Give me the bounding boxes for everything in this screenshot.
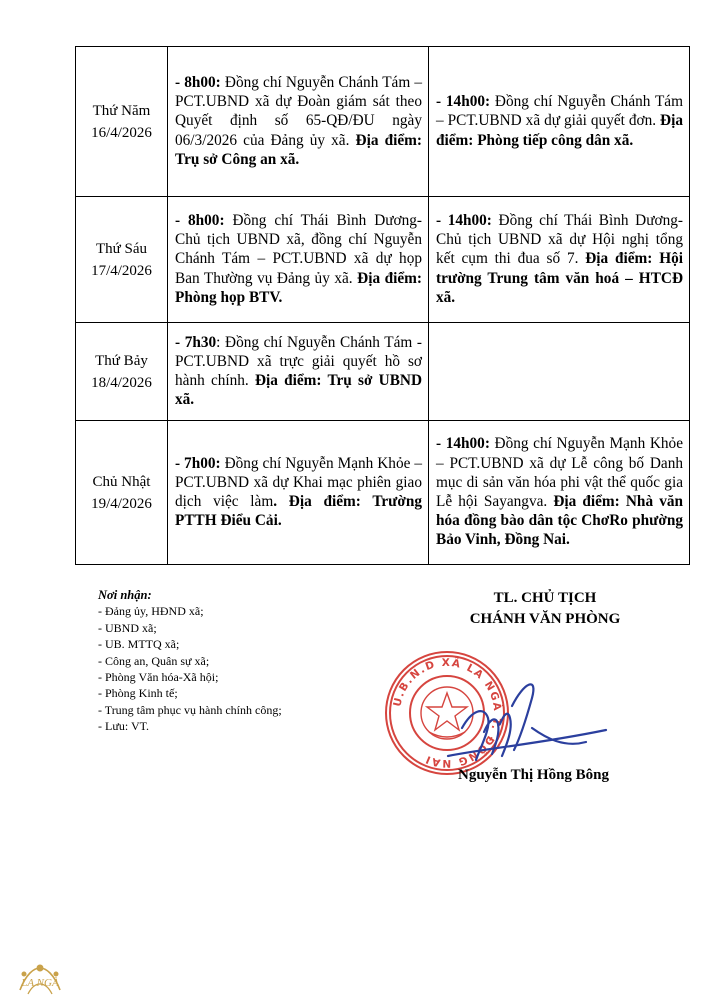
recipient-item: - Trung tâm phục vụ hành chính công;: [98, 702, 282, 717]
schedule-row: [76, 421, 690, 565]
recipient-item: - UB. MTTQ xã;: [98, 637, 180, 652]
event-emphasis: . Địa điểm: Trường PTTH Điểu Cải.: [175, 493, 422, 530]
day-name: Thứ Năm: [92, 102, 151, 119]
morning-cell: [168, 47, 429, 197]
event-text: Đồng chí Nguyễn Mạnh Khỏe – PCT.UBND xã dự Lễ công bố Danh mục di sản văn hóa phi vật thể quốc gia Lễ hội Sayangva.: [436, 435, 683, 510]
recipient-item: - UBND xã;: [98, 620, 157, 635]
event-emphasis: - 8h00:: [175, 211, 225, 229]
day-name: Thứ Bảy: [95, 352, 148, 369]
recipient-item: - Công an, Quân sự xã;: [98, 653, 210, 668]
svg-text:U.B.N.D XÃ LA NGÀ T. ĐỒNG NAI: U.B.N.D XÃ LA NGÀ T. ĐỒNG NAI: [391, 656, 504, 770]
event-emphasis: Địa điểm: Trụ sở UBND xã.: [175, 372, 422, 409]
day-date: 17/4/2026: [91, 262, 152, 279]
day-date: 18/4/2026: [91, 374, 152, 391]
recipients-block: [98, 587, 282, 735]
day-cell: [76, 421, 168, 565]
recipients-title: Nơi nhận:: [98, 588, 152, 602]
morning-cell: [168, 323, 429, 421]
recipient-item: - Phòng Văn hóa-Xã hội;: [98, 670, 219, 685]
event-emphasis: Địa điểm: Phòng họp BTV.: [175, 269, 423, 306]
event-emphasis: - 14h00:: [436, 435, 490, 453]
afternoon-cell: [429, 197, 690, 323]
recipient-item: - Phòng Kinh tế;: [98, 686, 178, 701]
morning-event: [168, 449, 428, 537]
schedule-row: [76, 197, 690, 323]
signature-line-1: TL. CHỦ TỊCH: [493, 590, 597, 606]
morning-cell: [168, 421, 429, 565]
day-name: Chủ Nhật: [92, 473, 151, 490]
morning-event: [168, 328, 428, 416]
signature-line-2: CHÁNH VĂN PHÒNG: [469, 611, 621, 627]
day-cell: [76, 47, 168, 197]
svg-text:LA NGÀ: LA NGÀ: [21, 977, 59, 989]
morning-cell: [168, 197, 429, 323]
afternoon-cell: [429, 421, 690, 565]
event-text: Đồng chí Nguyễn Mạnh Khỏe – PCT.UBND xã dự Khai mạc phiên giao dịch việc làm: [175, 454, 422, 510]
event-text: : Đồng chí Nguyễn Chánh Tám -PCT.UBND xã trực giải quyết hồ sơ hành chính.: [175, 333, 423, 389]
day-date: 19/4/2026: [91, 495, 152, 512]
event-emphasis: Địa điểm: Hội trường Trung tâm văn hoá – HTCĐ xã.: [436, 250, 683, 306]
day-cell: [76, 197, 168, 323]
recipient-item: - Đảng ủy, HĐND xã;: [98, 604, 204, 619]
event-emphasis: Địa điểm: Phòng tiếp công dân xã.: [436, 112, 683, 149]
recipients-list: [98, 603, 282, 734]
schedule-table: [75, 46, 690, 565]
event-text: Đồng chí Thái Bình Dương-Chủ tịch UBND xã, đồng chí Nguyễn Chánh Tám – PCT.UBND xã dự họp Ban Thường vụ Đảng ủy xã.: [175, 211, 423, 287]
event-emphasis: - 7h30: [175, 333, 217, 351]
day-date: 16/4/2026: [91, 124, 152, 141]
signature-title: [420, 588, 670, 630]
afternoon-cell: [429, 47, 690, 197]
recipient-item: - Lưu: VT.: [98, 719, 150, 734]
event-emphasis: - 14h00:: [436, 211, 492, 229]
signer-name: Nguyễn Thị Hồng Bông: [458, 767, 610, 783]
morning-event: [168, 206, 428, 313]
day-cell: [76, 323, 168, 421]
handwritten-signature-icon: [440, 676, 610, 776]
event-emphasis: Địa điểm: Trụ sở Công an xã.: [175, 131, 422, 168]
event-text: Đồng chí Nguyễn Chánh Tám – PCT.UBND xã dự giải quyết đơn.: [436, 93, 683, 130]
event-text: Đồng chí Nguyễn Chánh Tám – PCT.UBND xã dự Đoàn giám sát theo Quyết định số 65-QĐ/ĐU ngày 06/3/2026 của Đảng ủy xã.: [175, 73, 422, 149]
event-emphasis: - 14h00:: [436, 93, 491, 111]
schedule-row: [76, 323, 690, 421]
afternoon-event: [429, 206, 689, 313]
event-emphasis: - 8h00:: [175, 73, 221, 91]
morning-event: [168, 68, 428, 175]
afternoon-cell: [429, 323, 690, 421]
afternoon-event: [429, 87, 689, 156]
day-name: Thứ Sáu: [95, 240, 148, 257]
event-emphasis: - 7h00:: [175, 454, 221, 472]
afternoon-event: [429, 429, 689, 555]
la-nga-logo-icon: [10, 960, 70, 1004]
schedule-row: [76, 47, 690, 197]
event-emphasis: Địa điểm: Nhà văn hóa đồng bào dân tộc ChơRo phường Bảo Vinh, Đồng Nai.: [436, 493, 684, 549]
event-text: Đồng chí Thái Bình Dương-Chủ tịch UBND xã dự Hội nghị tổng kết cụm thi đua số 7.: [436, 211, 683, 268]
